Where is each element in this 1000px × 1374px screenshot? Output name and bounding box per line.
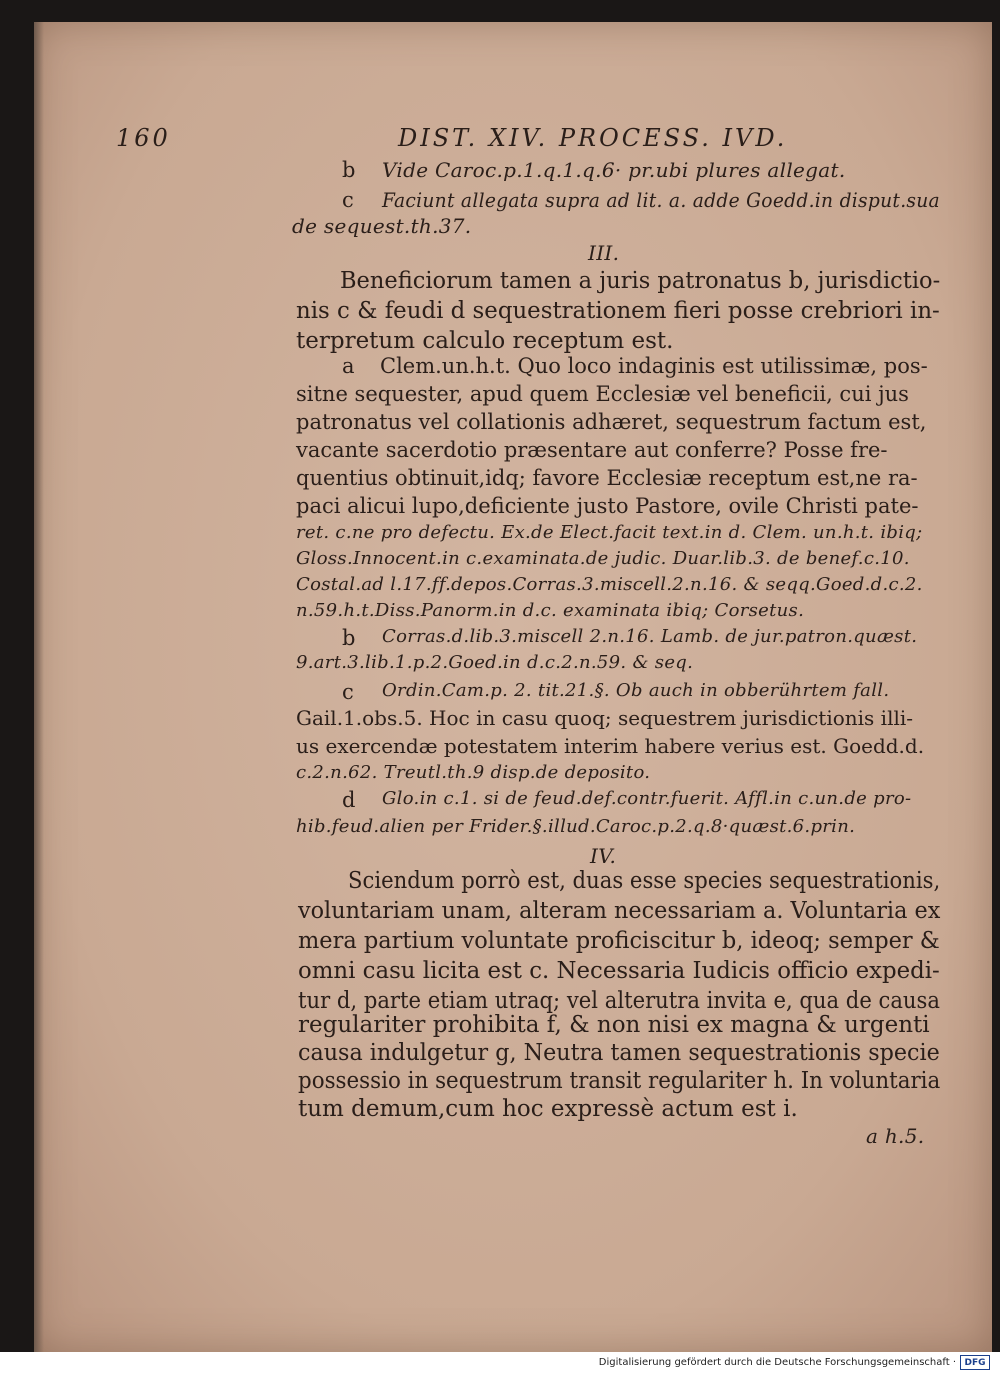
page-gutter-shadow	[34, 22, 44, 1352]
footnote-label-d: d	[342, 788, 356, 812]
footnote-line: patronatus vel collationis adhæret, sequestrum factum est,	[296, 410, 927, 434]
digitization-credit: Digitalisierung gefördert durch die Deutsche Forschungsgemeinschaft ·	[598, 1357, 956, 1368]
body-line: tur d, parte etiam utraq; vel alterutra invita e, qua de causa	[298, 988, 940, 1014]
footnote-c-cont: de sequest.th.37.	[292, 214, 472, 238]
section-heading-iii: III.	[588, 241, 620, 265]
footnote-line: n.59.h.t.Diss.Panorm.in d.c. examinata ibiq; Corsetus.	[296, 600, 805, 621]
footnote-label-b: b	[342, 158, 356, 182]
body-line: causa indulgetur g, Neutra tamen sequestrationis specie	[298, 1040, 940, 1066]
section-heading-iv: IV.	[590, 844, 617, 868]
body-line: possessio in sequestrum transit regulariter h. In voluntaria	[298, 1068, 941, 1094]
body-line: tum demum,cum hoc expressè actum est i.	[298, 1096, 798, 1122]
footnote-line: 9.art.3.lib.1.p.2.Goed.in d.c.2.n.59. & seq.	[296, 652, 694, 673]
footnote-line: us exercendæ potestatem interim habere verius est. Goedd.d.	[296, 734, 925, 758]
footnote-a: Clem.un.h.t. Quo loco indaginis est utilissimæ, pos-	[380, 354, 928, 378]
footnote-line: ret. c.ne pro defectu. Ex.de Elect.facit text.in d. Clem. un.h.t. ibiq;	[296, 522, 923, 543]
footnote-label-a: a	[342, 354, 355, 378]
running-title: DIST. XIV. PROCESS. IVD.	[398, 124, 788, 152]
footnote-line: Gloss.Innocent.in c.examinata.de judic. Duar.lib.3. de benef.c.10.	[296, 548, 910, 569]
footnote-label-c2: c	[342, 680, 354, 704]
footnote-line: sitne sequester, apud quem Ecclesiæ vel beneficii, cui jus	[296, 382, 909, 406]
footnote-b2: Corras.d.lib.3.miscell 2.n.16. Lamb. de jur.patron.quæst.	[382, 626, 918, 647]
footnote-line: hib.feud.alien per Frider.§.illud.Caroc.p.2.q.8·quæst.6.prin.	[296, 816, 856, 837]
dfg-logo-icon: DFG	[960, 1355, 990, 1370]
footnote-line: Costal.ad l.17.ff.depos.Corras.3.miscell.2.n.16. & seqq.Goed.d.c.2.	[296, 574, 923, 595]
footnote-b: Vide Caroc.p.1.q.1.q.6· pr.ubi plures allegat.	[382, 158, 846, 182]
footnote-c: Faciunt allegata supra ad lit. a. adde Goedd.in disput.sua	[382, 188, 940, 212]
body-line: terpretum calculo receptum est.	[296, 328, 674, 354]
footnote-c2: Ordin.Cam.p. 2. tit.21.§. Ob auch in obberührtem fall.	[382, 680, 890, 701]
footnote-line: Gail.1.obs.5. Hoc in casu quoq; sequestrem jurisdictionis illi-	[296, 706, 914, 730]
body-line: voluntariam unam, alteram necessariam a. Voluntaria ex	[298, 898, 941, 924]
body-line: regulariter prohibita f, & non nisi ex magna & urgenti	[298, 1012, 930, 1038]
footnote-label-b2: b	[342, 626, 356, 650]
footnote-line: c.2.n.62. Treutl.th.9 disp.de deposito.	[296, 762, 651, 783]
footnote-d: Glo.in c.1. si de feud.def.contr.fuerit. Affl.in c.un.de pro-	[382, 788, 912, 809]
footnote-label-c: c	[342, 188, 354, 212]
body-line: omni casu licita est c. Necessaria Iudicis officio expedi-	[298, 958, 940, 984]
footnote-line: vacante sacerdotio præsentare aut conferre? Posse fre-	[296, 438, 888, 462]
body-line: nis c & feudi d sequestrationem fieri posse crebriori in-	[296, 298, 940, 324]
footnote-line: paci alicui lupo,deficiente justo Pastore, ovile Christi pate-	[296, 494, 919, 518]
body-line: Beneficiorum tamen a juris patronatus b, jurisdictio-	[340, 268, 941, 294]
catchword: a h.5.	[866, 1124, 925, 1148]
footnote-line: quentius obtinuit,idq; favore Ecclesiæ receptum est,ne ra-	[296, 466, 918, 490]
body-line: Sciendum porrò est, duas esse species sequestrationis,	[348, 868, 941, 894]
page-number: 160	[116, 124, 171, 152]
body-line: mera partium voluntate proficiscitur b, ideoq; semper &	[298, 928, 940, 954]
